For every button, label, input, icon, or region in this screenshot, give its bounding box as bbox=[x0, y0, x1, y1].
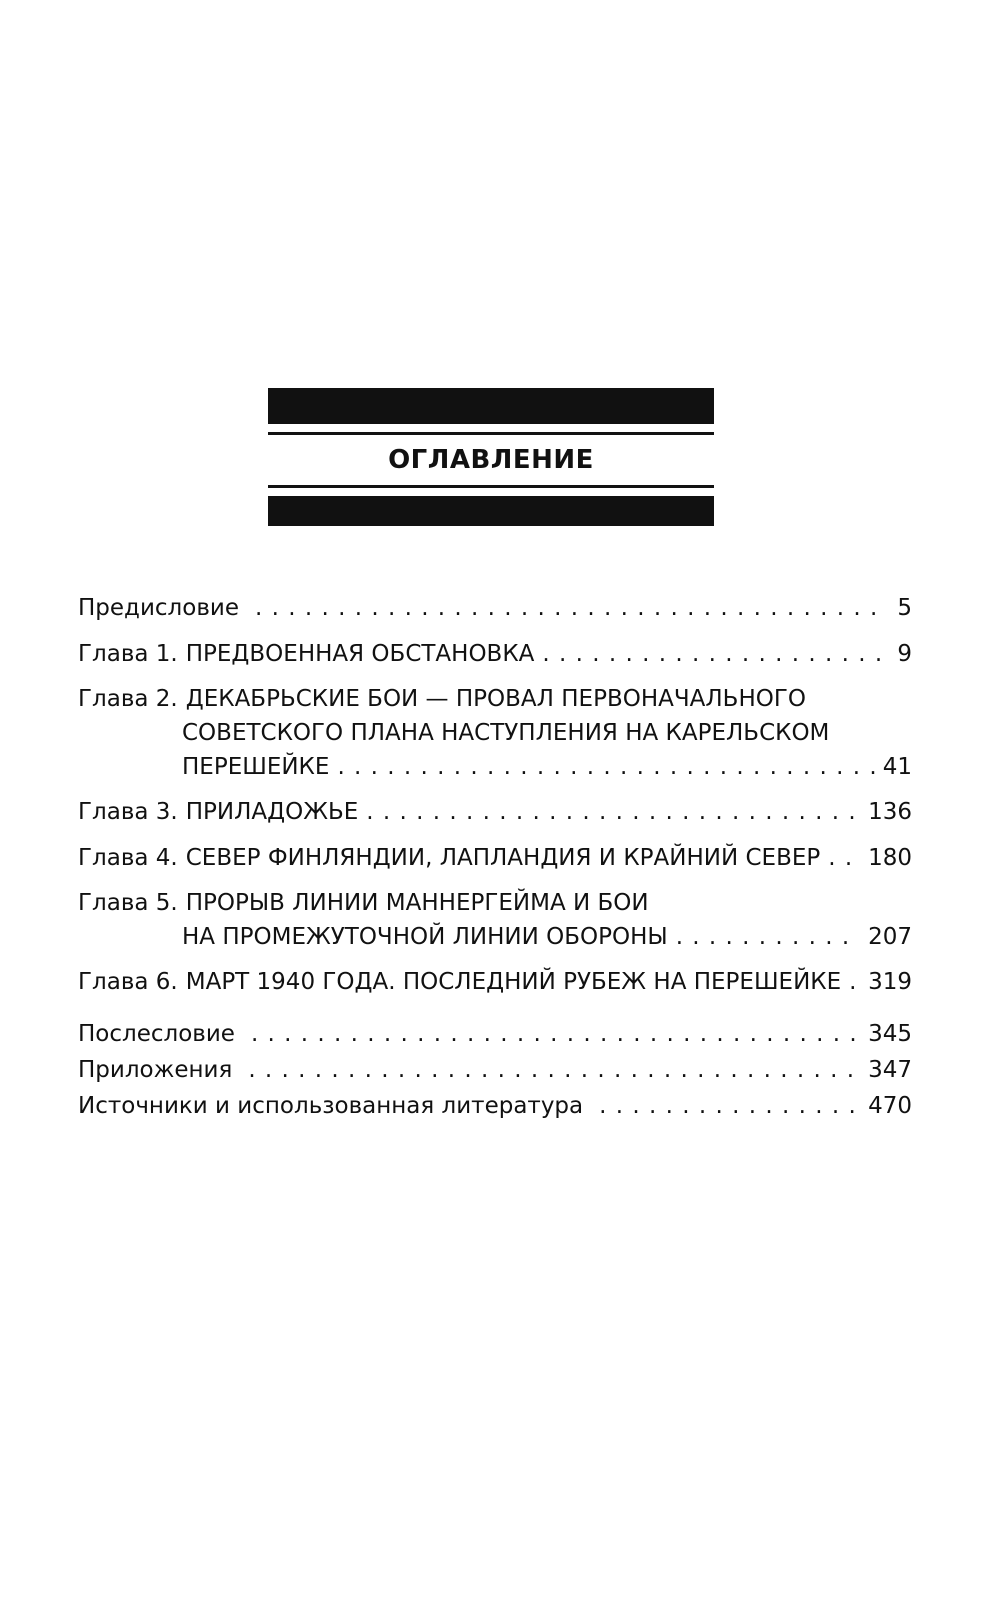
toc-entry-appendices[interactable] bbox=[78, 1052, 912, 1088]
dot-leader bbox=[251, 1016, 860, 1052]
toc-page-number: 207 bbox=[868, 924, 912, 950]
chapter-title-line: ПРОРЫВ ЛИНИИ МАННЕРГЕЙМА И БОИ bbox=[185, 890, 649, 916]
toc-entry-afterword[interactable] bbox=[78, 1016, 912, 1052]
dot-leader bbox=[366, 794, 860, 830]
chapter-prefix: Глава 6. bbox=[78, 969, 178, 995]
table-of-contents bbox=[78, 590, 912, 1124]
toc-entry-chapter-3[interactable] bbox=[78, 794, 912, 830]
toc-entry-label: Послесловие bbox=[78, 1021, 235, 1047]
toc-entry-chapter-4[interactable] bbox=[78, 840, 912, 876]
dot-leader bbox=[337, 750, 874, 784]
toc-entry-sources[interactable] bbox=[78, 1088, 912, 1124]
toc-entry-chapter-5[interactable] bbox=[78, 886, 912, 954]
toc-entry-chapter-2[interactable] bbox=[78, 682, 912, 784]
toc-page-number: 470 bbox=[868, 1093, 912, 1119]
divider-rule-bottom bbox=[268, 485, 714, 488]
dot-leader bbox=[599, 1088, 860, 1124]
toc-entry-label: Предисловие bbox=[78, 595, 239, 621]
chapter-prefix: Глава 2. bbox=[78, 686, 178, 712]
dot-leader bbox=[849, 964, 860, 1000]
heading-row bbox=[268, 435, 714, 481]
toc-page-number: 136 bbox=[868, 799, 912, 825]
toc-page-number: 319 bbox=[868, 969, 912, 995]
toc-page-number: 9 bbox=[897, 641, 912, 667]
toc-page-number: 345 bbox=[868, 1021, 912, 1047]
toc-entry-preface[interactable] bbox=[78, 590, 912, 626]
chapter-title-line: ПРИЛАДОЖЬЕ bbox=[185, 799, 359, 825]
dot-leader bbox=[676, 920, 860, 954]
dot-leader bbox=[828, 840, 860, 876]
chapter-prefix: Глава 4. bbox=[78, 845, 178, 871]
dot-leader bbox=[542, 636, 880, 672]
chapter-title-line: МАРТ 1940 ГОДА. ПОСЛЕДНИЙ РУБЕЖ НА ПЕРЕШЕЙКЕ bbox=[185, 969, 842, 995]
chapter-prefix: Глава 3. bbox=[78, 799, 178, 825]
decorative-bar-top bbox=[268, 388, 714, 424]
toc-entry-label: Приложения bbox=[78, 1057, 233, 1083]
toc-entry-chapter-1[interactable] bbox=[78, 636, 912, 672]
chapter-title-line: СЕВЕР ФИНЛЯНДИИ, ЛАПЛАНДИЯ И КРАЙНИЙ СЕВЕР bbox=[185, 845, 821, 871]
chapter-title-line: ПРЕДВОЕННАЯ ОБСТАНОВКА bbox=[185, 641, 535, 667]
toc-page-number: 180 bbox=[868, 845, 912, 871]
dot-leader bbox=[248, 1052, 860, 1088]
toc-page-number: 5 bbox=[897, 595, 912, 621]
chapter-title-line: НА ПРОМЕЖУТОЧНОЙ ЛИНИИ ОБОРОНЫ bbox=[182, 924, 668, 950]
toc-page-number: 347 bbox=[868, 1057, 912, 1083]
chapter-title-line: ДЕКАБРЬСКИЕ БОИ — ПРОВАЛ ПЕРВОНАЧАЛЬНОГО bbox=[185, 686, 806, 712]
toc-entry-chapter-6[interactable] bbox=[78, 964, 912, 1000]
chapter-prefix: Глава 1. bbox=[78, 641, 178, 667]
chapter-title-line: СОВЕТСКОГО ПЛАНА НАСТУПЛЕНИЯ НА КАРЕЛЬСКОМ bbox=[182, 720, 830, 746]
chapter-prefix: Глава 5. bbox=[78, 890, 178, 916]
chapter-title-line: ПЕРЕШЕЙКЕ bbox=[182, 754, 330, 780]
decorative-bar-bottom bbox=[268, 496, 714, 526]
page-title: ОГЛАВЛЕНИЕ bbox=[388, 445, 594, 475]
toc-page-number: 41 bbox=[882, 754, 912, 780]
toc-heading-block bbox=[268, 388, 714, 526]
dot-leader bbox=[255, 590, 880, 626]
toc-entry-label: Источники и использованная литература bbox=[78, 1093, 584, 1119]
